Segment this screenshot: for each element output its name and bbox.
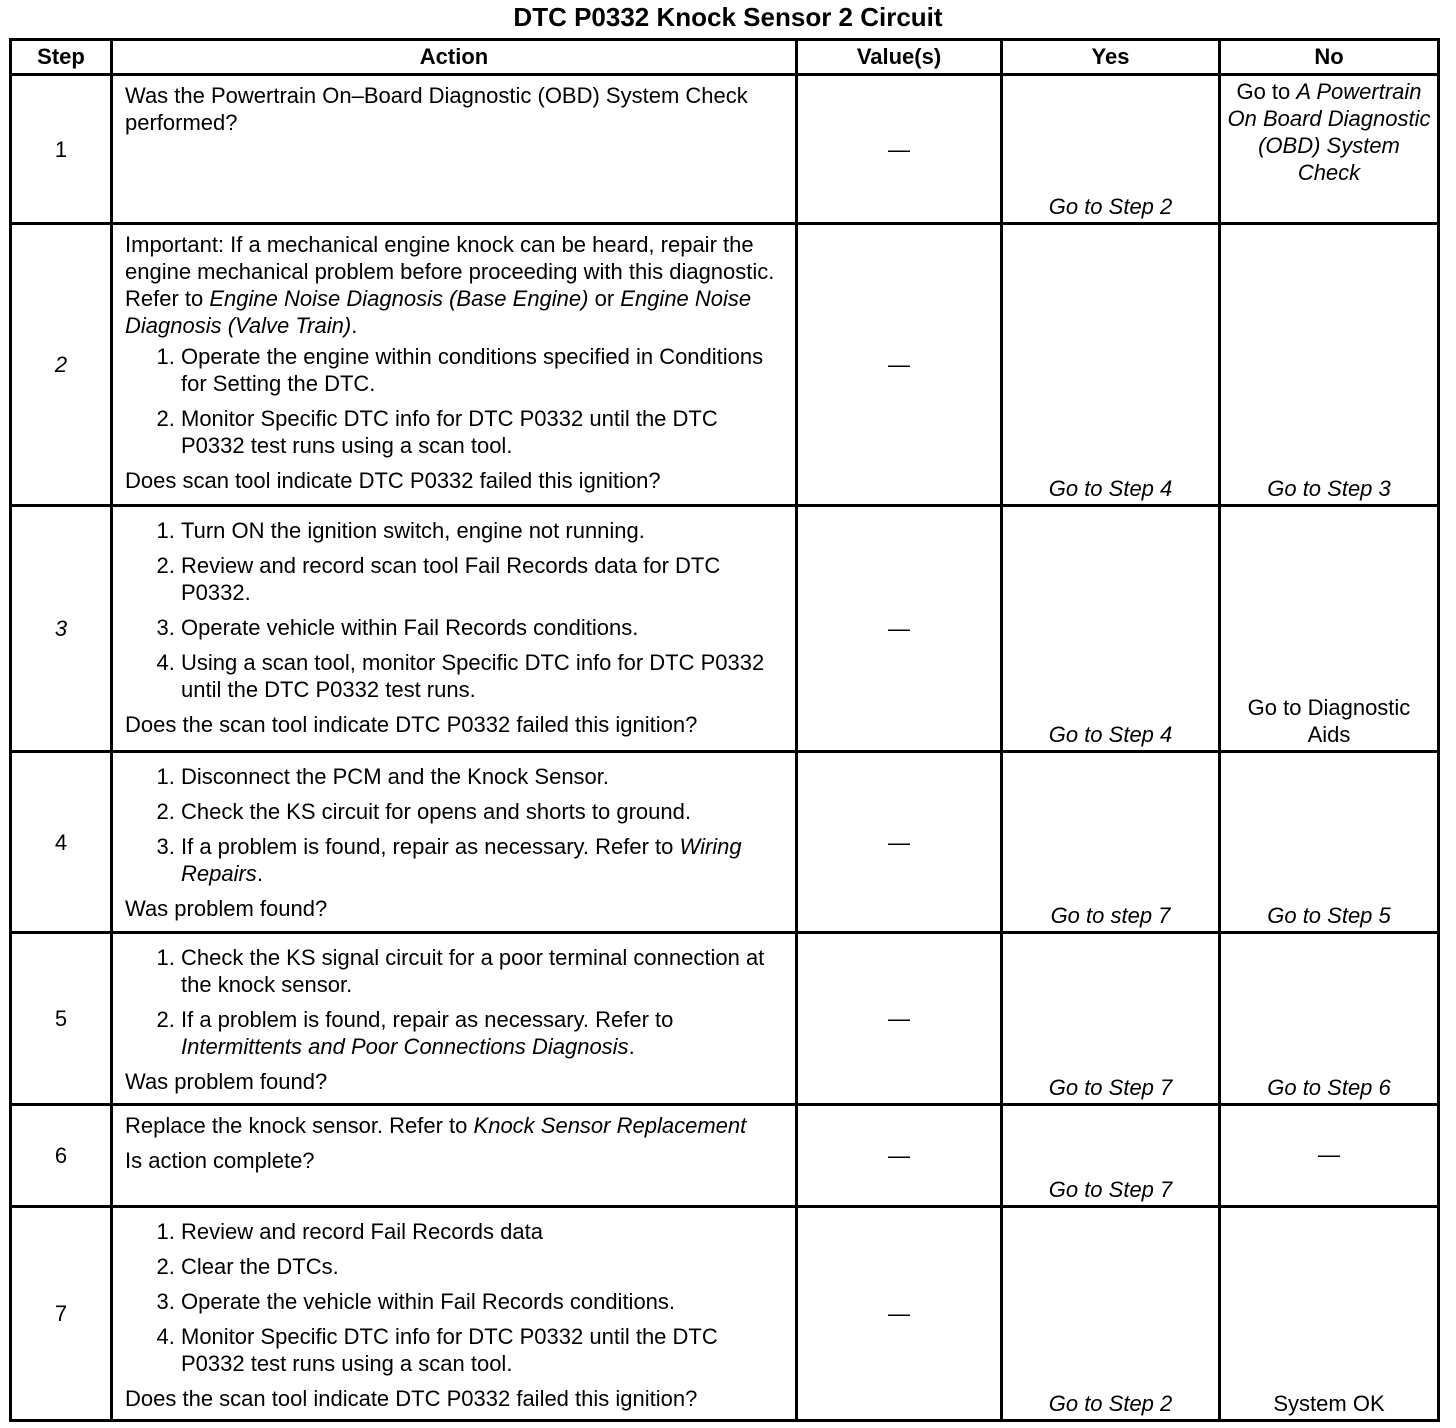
action-cell xyxy=(112,506,797,752)
table-row xyxy=(11,1105,1439,1207)
note-text: . xyxy=(351,313,358,338)
item-text: . xyxy=(256,861,263,886)
step-number: 3 xyxy=(11,506,112,752)
list-item: 1. Check the KS signal circuit for a poor terminal connection at the knock sensor. xyxy=(181,944,785,998)
action-list xyxy=(125,1218,785,1377)
note-text: or xyxy=(588,286,621,311)
table-row xyxy=(11,224,1439,506)
list-item: 3. Operate vehicle within Fail Records conditions. xyxy=(181,614,785,641)
action-list xyxy=(125,343,785,459)
header-yes: Yes xyxy=(1002,40,1220,75)
action-cell xyxy=(112,933,797,1105)
no-cell: Go to Diagnostic Aids xyxy=(1220,506,1439,752)
item-text: If a problem is found, repair as necessary. Refer to xyxy=(181,834,680,859)
yes-cell: Go to Step 4 xyxy=(1002,506,1220,752)
action-list xyxy=(125,944,785,1060)
list-item: 1. Operate the engine within conditions specified in Conditions for Setting the DTC. xyxy=(181,343,785,397)
value-cell: — xyxy=(797,1207,1002,1421)
note-text: Important: If a mechanical engine knock can be heard, repair the engine mechanical problem before proceeding with this diagnostic. Refer to xyxy=(125,232,775,311)
action-question: Does the scan tool indicate DTC P0332 failed this ignition? xyxy=(125,712,698,737)
list-item: 4. Using a scan tool, monitor Specific DTC info for DTC P0332 until the DTC P0332 test runs. xyxy=(181,649,785,703)
page-title: DTC P0332 Knock Sensor 2 Circuit xyxy=(513,2,943,32)
table-row xyxy=(11,933,1439,1105)
action-question: Was problem found? xyxy=(125,1069,328,1094)
yes-cell: Go to step 7 xyxy=(1002,752,1220,933)
important-note xyxy=(125,231,785,339)
step-number: 5 xyxy=(11,933,112,1105)
action-cell xyxy=(112,752,797,933)
no-reference: A Powertrain On Board Diagnostic (OBD) System Check xyxy=(1227,79,1431,185)
step-number: 2 xyxy=(11,224,112,506)
yes-cell: Go to Step 2 xyxy=(1002,1207,1220,1421)
list-item: 3. Operate the vehicle within Fail Records conditions. xyxy=(181,1288,785,1315)
list-item: 2. Clear the DTCs. xyxy=(181,1253,785,1280)
step-number: 7 xyxy=(11,1207,112,1421)
table-row xyxy=(11,1207,1439,1421)
list-item: 4. Monitor Specific DTC info for DTC P0332 until the DTC P0332 test runs using a scan tool. xyxy=(181,1323,785,1377)
action-cell xyxy=(112,75,797,224)
action-cell xyxy=(112,1207,797,1421)
item-reference: Intermittents and Poor Connections Diagnosis xyxy=(181,1034,629,1059)
no-cell xyxy=(1220,75,1439,224)
value-cell: — xyxy=(797,752,1002,933)
no-cell: Go to Step 3 xyxy=(1220,224,1439,506)
item-reference: Wiring Repairs xyxy=(181,834,742,886)
action-list xyxy=(125,517,785,703)
action-question: Does scan tool indicate DTC P0332 failed this ignition? xyxy=(125,468,661,493)
table-row xyxy=(11,75,1439,224)
yes-cell: Go to Step 7 xyxy=(1002,1105,1220,1207)
header-action: Action xyxy=(112,40,797,75)
list-item: 1. Turn ON the ignition switch, engine not running. xyxy=(181,517,785,544)
header-step: Step xyxy=(11,40,112,75)
item-text: If a problem is found, repair as necessary. Refer to xyxy=(181,1007,674,1032)
step-number: 1 xyxy=(11,75,112,224)
value-cell: — xyxy=(797,933,1002,1105)
no-cell: — xyxy=(1220,1105,1439,1207)
action-question: Is action complete? xyxy=(125,1148,315,1173)
no-cell: Go to Step 6 xyxy=(1220,933,1439,1105)
value-cell: — xyxy=(797,75,1002,224)
action-reference: Knock Sensor Replacement xyxy=(473,1113,747,1138)
list-item xyxy=(181,833,785,887)
action-cell xyxy=(112,224,797,506)
table-row xyxy=(11,506,1439,752)
action-cell xyxy=(112,1105,797,1207)
table-row xyxy=(11,752,1439,933)
header-no: No xyxy=(1220,40,1439,75)
yes-cell: Go to Step 2 xyxy=(1002,75,1220,224)
list-item: 2. Check the KS circuit for opens and shorts to ground. xyxy=(181,798,785,825)
action-text xyxy=(125,1112,785,1139)
no-cell: System OK xyxy=(1220,1207,1439,1421)
header-row xyxy=(11,40,1439,75)
list-item: 1. Review and record Fail Records data xyxy=(181,1218,785,1245)
list-item xyxy=(181,1006,785,1060)
value-cell: — xyxy=(797,224,1002,506)
action-text-part: Replace the knock sensor. Refer to xyxy=(125,1113,474,1138)
no-cell: Go to Step 5 xyxy=(1220,752,1439,933)
step-number: 6 xyxy=(11,1105,112,1207)
action-list xyxy=(125,763,785,887)
item-text: . xyxy=(628,1034,635,1059)
action-question: Does the scan tool indicate DTC P0332 failed this ignition? xyxy=(125,1386,698,1411)
note-reference: Engine Noise Diagnosis (Valve Train) xyxy=(125,286,752,338)
header-values: Value(s) xyxy=(797,40,1002,75)
note-reference: Engine Noise Diagnosis (Base Engine) xyxy=(209,286,589,311)
yes-cell: Go to Step 7 xyxy=(1002,933,1220,1105)
action-text: Was the Powertrain On–Board Diagnostic (OBD) System Check performed? xyxy=(125,83,748,135)
yes-cell: Go to Step 4 xyxy=(1002,224,1220,506)
diagnostic-table xyxy=(9,38,1440,1422)
list-item: 1. Disconnect the PCM and the Knock Sensor. xyxy=(181,763,785,790)
list-item: 2. Monitor Specific DTC info for DTC P0332 until the DTC P0332 test runs using a scan tool. xyxy=(181,405,785,459)
step-number: 4 xyxy=(11,752,112,933)
list-item: 2. Review and record scan tool Fail Records data for DTC P0332. xyxy=(181,552,785,606)
action-question: Was problem found? xyxy=(125,896,328,921)
no-prefix: Go to xyxy=(1236,79,1297,104)
value-cell: — xyxy=(797,506,1002,752)
value-cell: — xyxy=(797,1105,1002,1207)
